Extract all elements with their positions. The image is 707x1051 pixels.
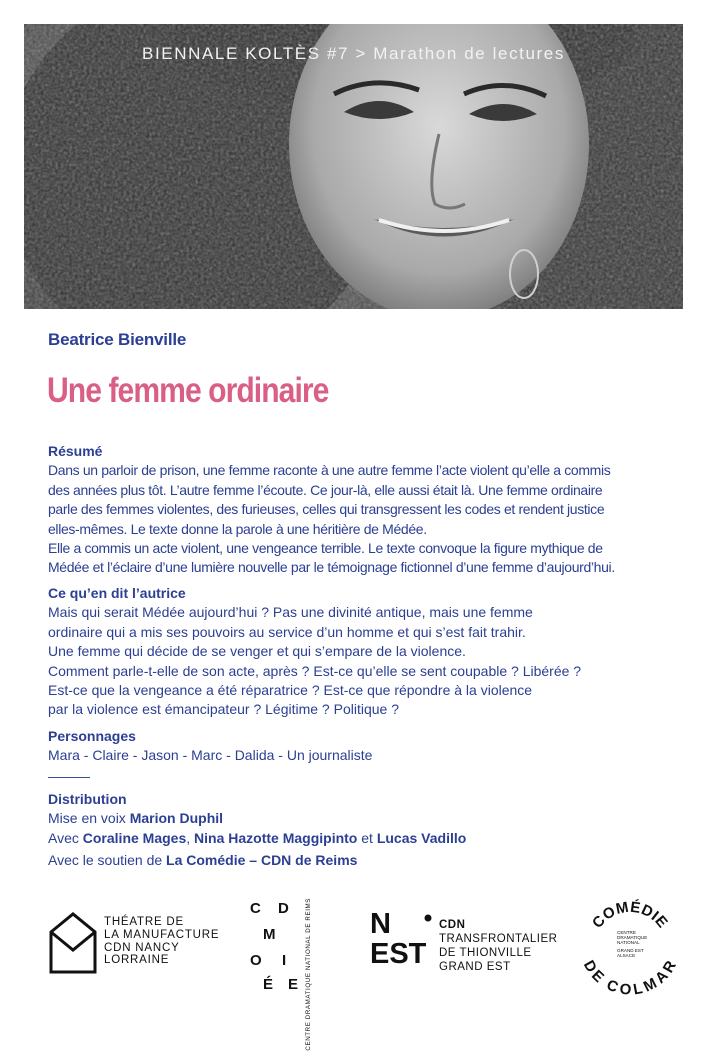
actor-name: Coraline Mages [82,829,187,846]
resume-section [48,442,678,578]
cast-line [48,829,678,848]
colmar-small-line: GRAND EST [617,948,644,953]
resume-line: Elle a commis un acte violent, une vengeance terrible. Le texte convoque la figure mythique de [48,540,603,557]
cdm-letter: I [282,952,287,969]
house-icon [48,910,98,976]
colmar-bottom-text: DE COLMAR [580,957,680,996]
cdm-letter: E [288,976,299,993]
cast-separator: et [357,829,377,846]
manufacture-line: THÉATRE DE [104,916,184,928]
actor-name: Lucas Vadillo [376,829,467,846]
nest-line: TRANSFRONTALIER [439,933,558,945]
cdm-vertical-text: CENTRE DRAMATIQUE NATIONAL DE REIMS [305,898,312,1051]
mise-label: Mise en voix [48,810,130,827]
nest-letter: EST [370,938,427,970]
manufacture-line: LA MANUFACTURE [104,928,220,941]
autrice-section [48,584,678,720]
author-photo [24,24,683,309]
nest-letter: N [370,908,391,940]
personnages-list: Mara - Claire - Jason - Marc - Dalida - Un journaliste [48,747,373,764]
cdm-letter: M [263,926,276,943]
manufacture-text [104,916,219,967]
colmar-seal [580,896,680,996]
play-title: Une femme ordinaire [47,371,329,410]
cast-separator: , [186,829,195,846]
director-name: Marion Duphil [129,810,224,827]
resume-heading: Résumé [48,443,103,459]
distribution-heading: Distribution [48,791,127,807]
colmar-small-line: CENTRE [617,930,636,935]
resume-line: des années plus tôt. L’autre femme l’écoute. Ce jour-là, elle aussi était là. Une femme ordinaire [48,481,603,498]
actor-name: Nina Hazotte Maggipinto [194,829,358,846]
separator: ——— [48,768,90,784]
dot-icon [424,914,432,922]
nest-line: GRAND EST [439,961,511,973]
manufacture-line: LORRAINE [104,954,170,967]
event-banner: BIENNALE KOLTÈS #7 > Marathon de lectures [142,44,565,63]
autrice-line: Est-ce que la vengeance a été réparatrice ? Est-ce que répondre à la violence [48,682,533,699]
autrice-line: Une femme qui décide de se venger et qui s’empare de la violence. [48,643,466,660]
colmar-small-line: ALSACE [617,953,636,958]
cdm-letter: O [250,952,262,969]
cdm-letter: É [263,976,274,993]
resume-line: Dans un parloir de prison, une femme raconte à une autre femme l’acte violent qu’elle a commis [48,462,611,479]
logo-comedie-colmar [580,896,680,996]
personnages-section [48,727,678,766]
resume-line: Médée et l’éclaire d’une lumière nouvelle par le témoignage fictionnel d’une femme d’aujourd’hui. [48,559,615,576]
autrice-line: par la violence est émancipateur ? Légitime ? Politique ? [48,701,399,718]
author-name: Beatrice Bienville [48,330,187,349]
autrice-line: ordinaire qui a mis ses pouvoirs au service d’un homme et qui s’est fait trahir. [48,623,526,640]
cdm-letter: D [278,900,289,917]
colmar-top-text: COMÉDIE [589,898,672,932]
soutien-name: La Comédie – CDN de Reims [166,852,358,868]
nest-text [439,918,557,974]
personnages-heading: Personnages [48,728,136,744]
svg-text:COMÉDIE [589,899,671,932]
resume-line: elles-mêmes. Le texte donne la parole à une héritière de Médée. [48,520,427,537]
logo-comedie-reims [244,898,344,1051]
svg-text:DE COLMAR [580,958,680,996]
autrice-heading: Ce qu’en dit l’autrice [48,585,186,601]
partner-logos [0,890,707,1051]
colmar-small-line: NATIONAL [617,940,640,945]
colmar-small-line: DRAMATIQUE [617,935,648,940]
distribution-section [48,790,678,848]
autrice-line: Comment parle-t-elle de son acte, après ? Est-ce qu’elle se sent coupable ? Libérée ? [48,662,582,679]
nest-line: CDN [439,919,466,931]
nest-line: DE THIONVILLE [439,947,532,959]
avec-label: Avec [48,829,83,846]
soutien-line [48,852,357,868]
soutien-label: Avec le soutien de [48,852,167,868]
autrice-line: Mais qui serait Médée aujourd’hui ? Pas une divinité antique, mais une femme [48,604,533,621]
cdm-letter: C [250,900,261,917]
logo-manufacture [48,910,220,981]
manufacture-line: CDN NANCY [104,941,180,954]
resume-line: parle des femmes violentes, des furieuses, celles qui transgressent les codes et rendent justice [48,501,605,518]
mise-en-voix-line [48,809,678,828]
